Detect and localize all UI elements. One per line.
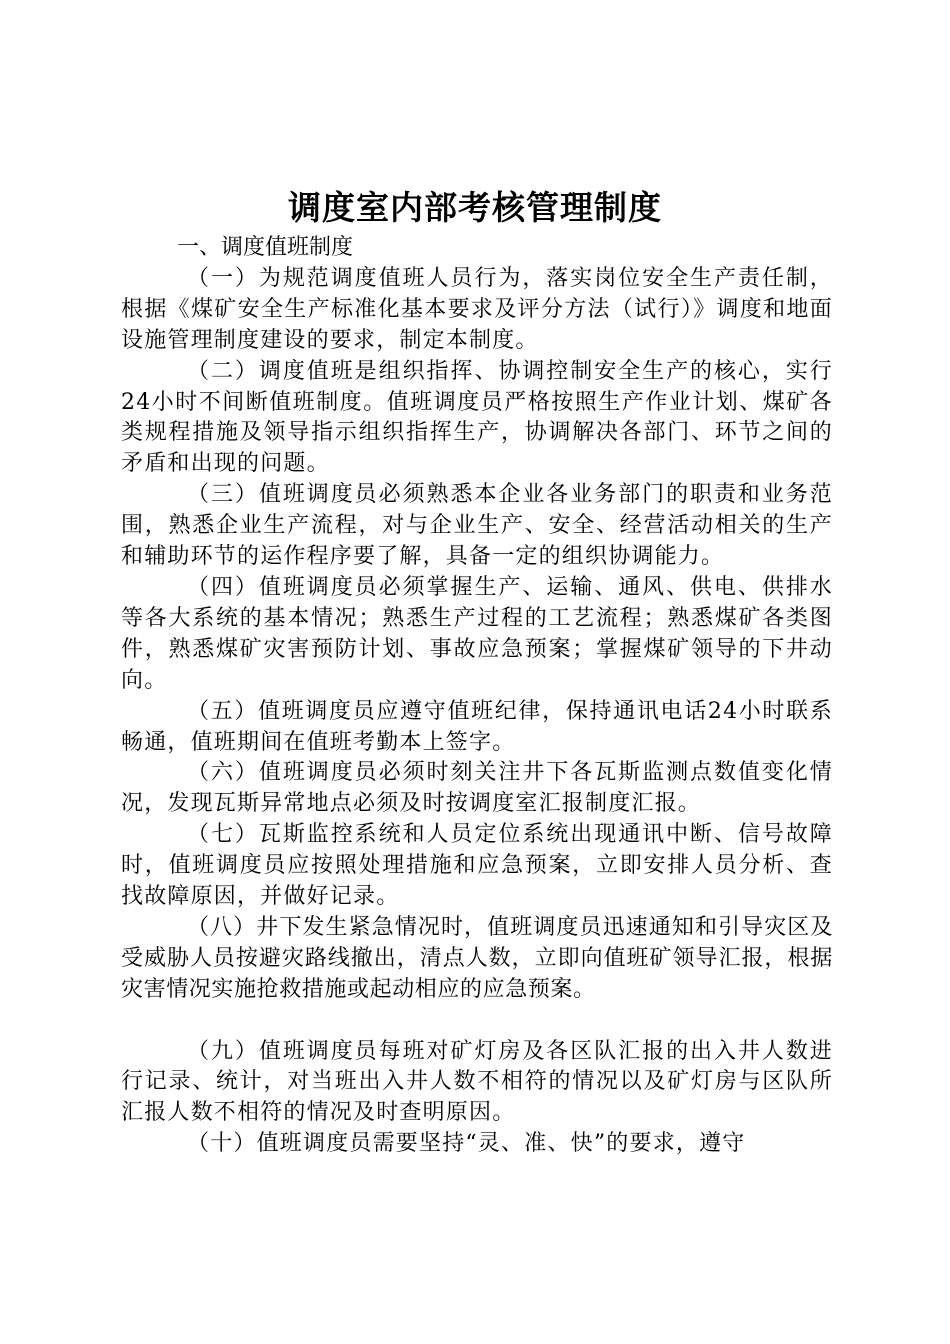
document-body xyxy=(121,233,833,1160)
paragraph-10: （十）值班调度员需要坚持“灵、准、快”的要求，遵守 xyxy=(187,1131,746,1157)
section-heading: 一、调度值班制度 xyxy=(177,235,354,260)
paragraph-9: （九）值班调度员每班对矿灯房及各区队汇报的出入井人数进行记录、统计，对当班出入井人数不相符的情况以及矿灯房与区队所汇报人数不相符的情况及时查明原因。 xyxy=(121,1038,833,1126)
paragraph-1: （一）为规范调度值班人员行为，落实岗位安全生产责任制，根据《煤矿安全生产标准化基本要求及评分方法（试行）》调度和地面设施管理制度建设的要求，制定本制度。 xyxy=(121,265,833,353)
paragraph-4: （四）值班调度员必须掌握生产、运输、通风、供电、供排水等各大系统的基本情况；熟悉生产过程的工艺流程；熟悉煤矿各类图件，熟悉煤矿灾害预防计划、事故应急预案；掌握煤矿领导的下井动向。 xyxy=(121,574,833,693)
paragraph-7: （七）瓦斯监控系统和人员定位系统出现通讯中断、信号故障时，值班调度员应按照处理措施和应急预案，立即安排人员分析、查找故障原因，并做好记录。 xyxy=(121,822,833,910)
paragraph-5: （五）值班调度员应遵守值班纪律，保持通讯电话24小时联系畅通，值班期间在值班考勤本上签字。 xyxy=(121,698,833,755)
paragraph-8: （八）井下发生紧急情况时，值班调度员迅速通知和引导灾区及受威胁人员按避灾路线撤出，清点人数，立即向值班矿领导汇报，根据灾害情况实施抢救措施或起动相应的应急预案。 xyxy=(121,914,833,1002)
document-title: 调度室内部考核管理制度 xyxy=(288,188,662,227)
paragraph-2: （二）调度值班是组织指挥、协调控制安全生产的核心，实行24小时不间断值班制度。值班调度员严格按照生产作业计划、煤矿各类规程措施及领导指示组织指挥生产，协调解决各部门、环节之间的矛盾和出现的问题。 xyxy=(121,358,833,477)
paragraph-6: （六）值班调度员必须时刻关注井下各瓦斯监测点数值变化情况，发现瓦斯异常地点必须及时按调度室汇报制度汇报。 xyxy=(121,760,833,817)
paragraph-3: （三）值班调度员必须熟悉本企业各业务部门的职责和业务范围，熟悉企业生产流程，对与企业生产、安全、经营活动相关的生产和辅助环节的运作程序要了解，具备一定的组织协调能力。 xyxy=(121,482,833,570)
